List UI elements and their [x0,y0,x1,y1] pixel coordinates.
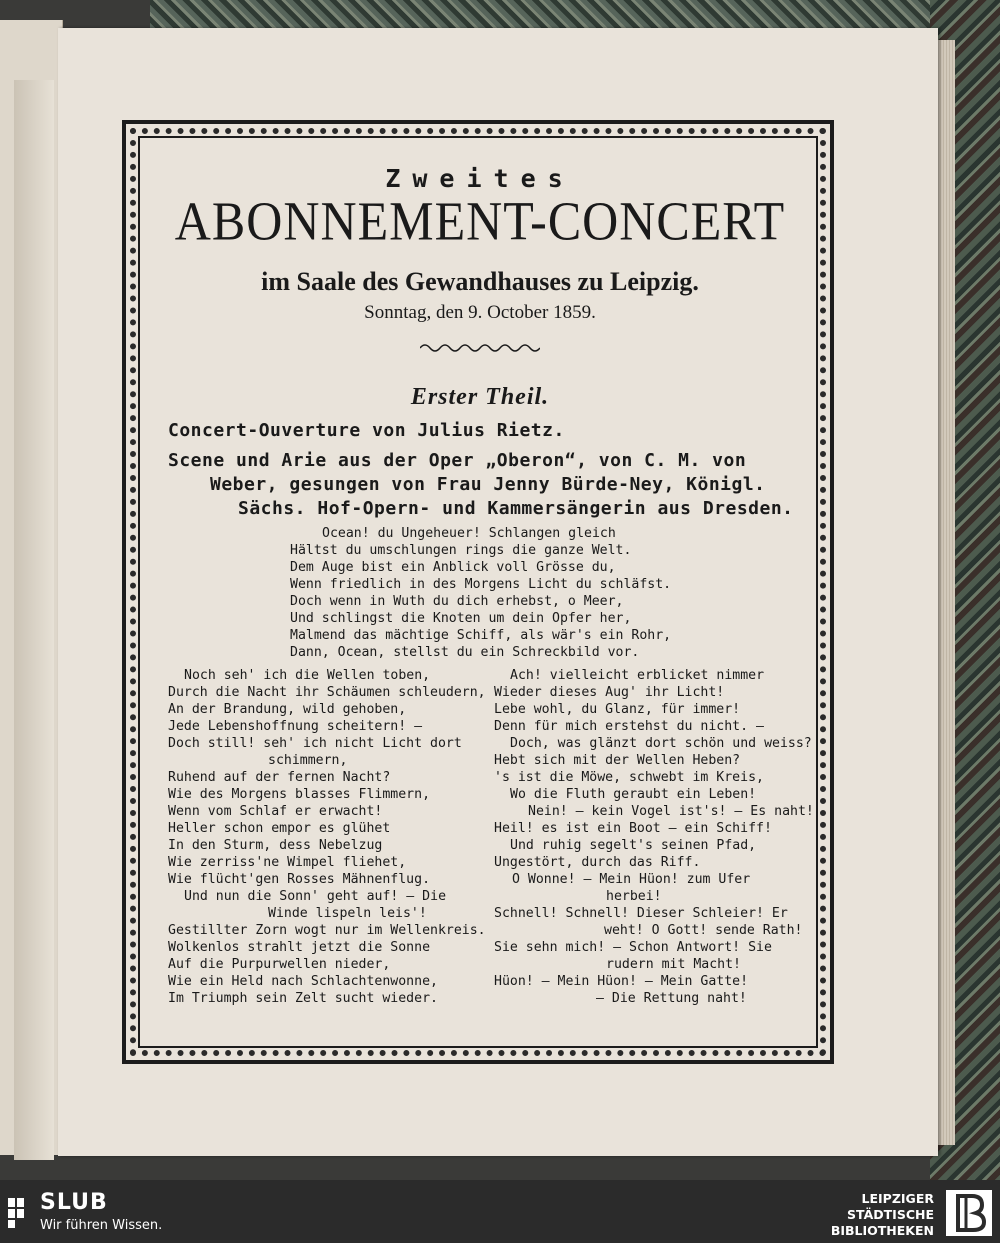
poem-line: O Wonne! — Mein Hüon! zum Ufer [512,872,751,887]
poem-line: Noch seh' ich die Wellen toben, [184,668,431,683]
poem-line: Winde lispeln leis'! [268,906,427,921]
poem-line: rudern mit Macht! [606,957,741,972]
left-page [0,20,63,1155]
library-logo-icon[interactable] [946,1190,992,1236]
poem-line: Wolkenlos strahlt jetzt die Sonne [168,940,431,955]
poem-line: 's ist die Möwe, schwebt im Kreis, [494,770,764,785]
poem-line: Und schlingst die Knoten um dein Opfer her, [290,611,632,626]
poem-line: Ungestört, durch das Riff. [494,855,701,870]
library-name-line: STÄDTISCHE [847,1207,934,1222]
page-edges [935,40,955,1145]
part-heading: Erster Theil. [410,384,550,410]
venue: im Saale des Gewandhauses zu Leipzig. [261,267,699,296]
divider-ornament-icon [420,342,540,354]
poem-line: Dann, Ocean, stellst du ein Schreckbild vor. [290,645,640,660]
poem-line: Wo die Fluth geraubt ein Leben! [510,787,757,802]
program-item: Scene und Arie aus der Oper „Oberon“, von C. M. von [168,450,747,471]
poem-line: Heil! es ist ein Boot — ein Schiff! [494,821,772,836]
poem-line: Doch, was glänzt dort schön und weiss? [510,736,812,751]
poem-line: Dem Auge bist ein Anblick voll Grösse du, [290,560,616,575]
slub-logo-icon[interactable] [8,1198,32,1228]
pre-title: Zweites [385,164,575,193]
poem-line: Wieder dieses Aug' ihr Licht! [494,685,725,700]
poem-line: — Die Rettung naht! [596,991,747,1006]
poem-line: Im Triumph sein Zelt sucht wieder. [168,991,438,1006]
poem-line: Auf die Purpurwellen nieder, [168,957,391,972]
poem-line: Wie flücht'gen Rosses Mähnenflug. [168,872,431,887]
marbled-cover-top [150,0,1000,30]
poem-line: Wenn vom Schlaf er erwacht! [168,804,383,819]
program-item: Weber, gesungen von Frau Jenny Bürde-Ney, Königl. [210,474,766,495]
poem-line: weht! O Gott! sende Rath! [604,923,803,938]
poem-line: Lebe wohl, du Glanz, für immer! [494,702,741,717]
poem-line: Wenn friedlich in des Morgens Licht du schläfst. [290,577,672,592]
library-name-line: BIBLIOTHEKEN [830,1223,934,1238]
poem-line: herbei! [606,889,662,904]
poem-line: Hüon! — Mein Hüon! — Mein Gatte! [494,974,749,989]
slub-name[interactable]: SLUB [40,1190,108,1215]
poem-line: Nein! — kein Vogel ist's! — Es naht! [528,804,814,819]
poem-line: Ach! vielleicht erblicket nimmer [510,668,765,683]
program-item: Sächs. Hof-Opern- und Kammersängerin aus Dresden. [238,498,794,519]
poem-line: Schnell! Schnell! Dieser Schleier! Er [494,906,788,921]
program-item: Concert-Ouverture von Julius Rietz. [168,420,565,441]
poem-line: Wie zerriss'ne Wimpel fliehet, [168,855,407,870]
poem-line: Wie ein Held nach Schlachtenwonne, [168,974,438,989]
poem-line: schimmern, [268,753,348,768]
library-name[interactable] [831,1191,934,1239]
concert-date: Sonntag, den 9. October 1859. [364,302,596,323]
poem-line: Hebt sich mit der Wellen Heben? [494,753,741,768]
poem-line: Malmend das mächtige Schiff, als wär's ein Rohr, [290,628,672,643]
poem-line: Hältst du umschlungen rings die ganze Welt. [290,543,632,558]
page-title: ABONNEMENT-CONCERT [174,190,786,252]
poem-line: Und nun die Sonn' geht auf! — Die [184,889,447,904]
poem-line: Und ruhig segelt's seinen Pfad, [510,838,757,853]
poem-line: Ruhend auf der fernen Nacht? [168,770,391,785]
poem-line: Durch die Nacht ihr Schäumen schleudern, [168,685,486,700]
slub-tagline: Wir führen Wissen. [40,1218,163,1233]
poem-line: In den Sturm, dess Nebelzug [168,838,383,853]
poem-line: Heller schon empor es glühet [168,821,391,836]
poem-line: Sie sehn mich! — Schon Antwort! Sie [494,940,772,955]
viewer-footer [0,1180,1000,1243]
poem-line: Gestillter Zorn wogt nur im Wellenkreis. [168,923,486,938]
poem-line: Doch still! seh' ich nicht Licht dort [168,736,462,751]
poem-line: An der Brandung, wild gehoben, [168,702,407,717]
poem-line: Denn für mich erstehst du nicht. — [494,719,764,734]
library-name-line: LEIPZIGER [861,1191,934,1206]
poem-line: Jede Lebenshoffnung scheitern! — [168,719,423,734]
poem-line: Ocean! du Ungeheuer! Schlangen gleich [322,526,616,541]
poem-line: Doch wenn in Wuth du dich erhebst, o Meer, [290,594,624,609]
poem-line: Wie des Morgens blasses Flimmern, [168,787,431,802]
